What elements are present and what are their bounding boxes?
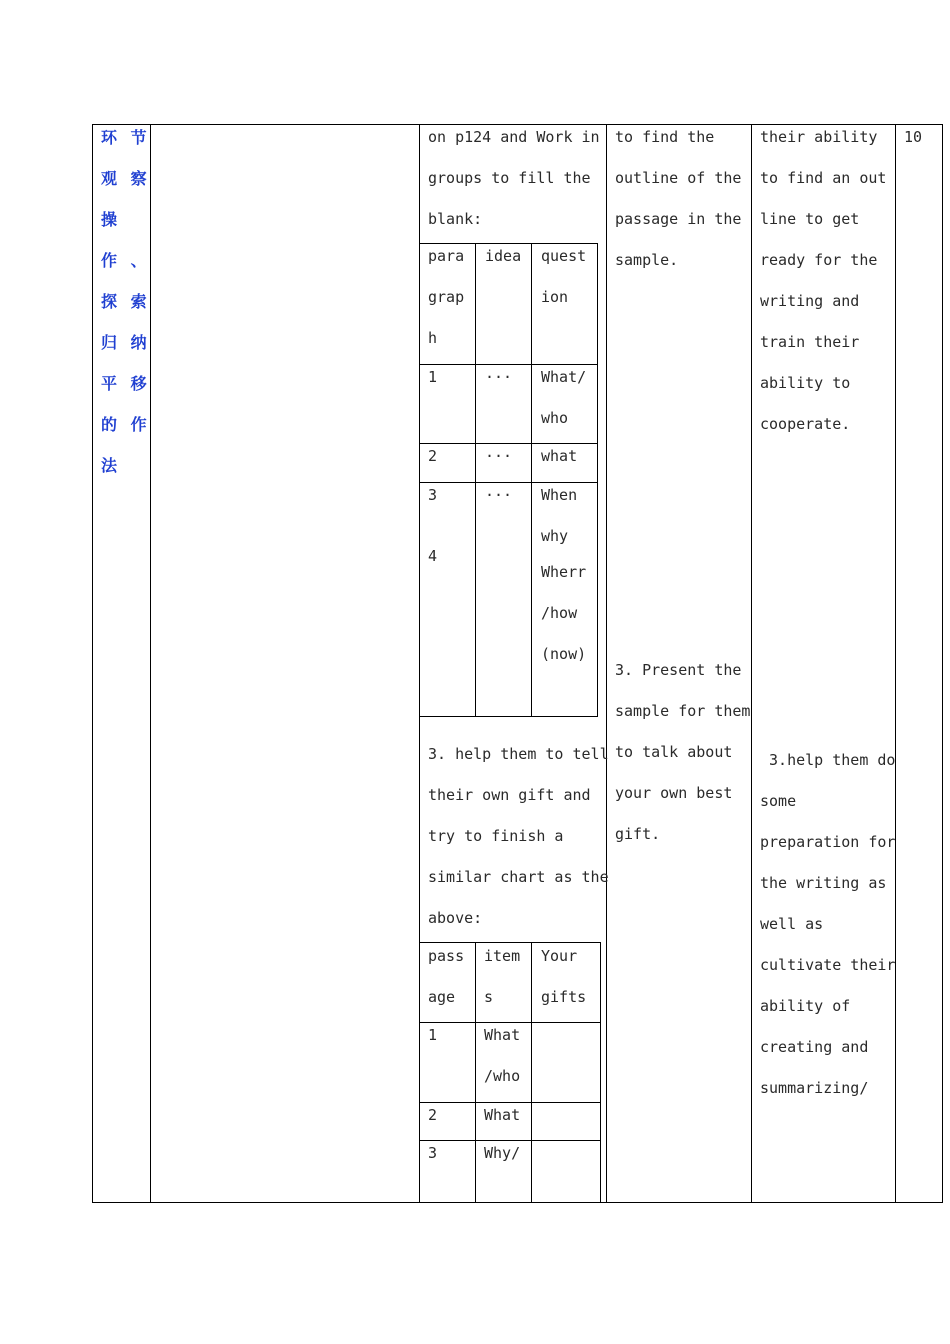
- table-cell: /how: [541, 604, 578, 622]
- table-cell: 2: [428, 447, 438, 465]
- outline-table-line: [419, 716, 597, 717]
- purpose-line: creating and: [760, 1038, 869, 1056]
- table-cell: Wherr: [541, 563, 587, 581]
- student-line: to find the: [615, 128, 715, 146]
- col-divider-4: [751, 124, 752, 1203]
- activity-line: on p124 and Work in: [428, 128, 600, 146]
- student-line: to talk about: [615, 743, 733, 761]
- table-cell: what: [541, 447, 578, 465]
- outline-table-line: [531, 243, 532, 717]
- col-divider-2: [419, 124, 420, 1203]
- table-cell: /who: [484, 1067, 521, 1085]
- activity-line: above:: [428, 909, 483, 927]
- stage-label-line: 观 察: [101, 169, 151, 188]
- table-cell: ···: [485, 486, 513, 504]
- gift-table-line: [475, 942, 476, 1203]
- purpose-line: summarizing/: [760, 1079, 869, 1097]
- activity-line: their own gift and: [428, 786, 591, 804]
- purpose-line: ability of: [760, 997, 851, 1015]
- table-bottom-border: [92, 1202, 943, 1203]
- gift-table-line: [600, 942, 601, 1203]
- outline-table-line: [475, 243, 476, 717]
- stage-label-line: 平 移: [101, 374, 151, 393]
- table-cell: why: [541, 527, 569, 545]
- activity-line: blank:: [428, 210, 483, 228]
- table-cell: ···: [485, 447, 513, 465]
- table-cell: 3: [428, 1144, 438, 1162]
- table-header-cell: gifts: [541, 988, 587, 1006]
- student-line: 3. Present the: [615, 661, 742, 679]
- table-cell: 1: [428, 1026, 438, 1044]
- student-line: sample for them: [615, 702, 751, 720]
- table-header-cell: idea: [485, 247, 522, 265]
- activity-line: try to finish a: [428, 827, 564, 845]
- stage-label-line: 环 节: [101, 128, 151, 147]
- table-header-cell: quest: [541, 247, 587, 265]
- table-header-cell: item: [484, 947, 521, 965]
- purpose-line: to find an out: [760, 169, 887, 187]
- time-minutes: 10: [904, 128, 923, 146]
- table-header-cell: s: [484, 988, 494, 1006]
- student-line: passage in the: [615, 210, 742, 228]
- outline-table-line: [597, 243, 598, 717]
- table-header-cell: Your: [541, 947, 578, 965]
- table-header-cell: para: [428, 247, 465, 265]
- table-cell: What: [484, 1106, 521, 1124]
- purpose-line: their ability: [760, 128, 878, 146]
- table-cell: What/: [541, 368, 587, 386]
- table-cell: Why/: [484, 1144, 521, 1162]
- activity-line: similar chart as the: [428, 868, 609, 886]
- table-cell: 4: [428, 547, 438, 565]
- table-left-border: [92, 124, 93, 1203]
- activity-line: 3. help them to tell: [428, 745, 609, 763]
- stage-label-line: 法: [101, 456, 122, 475]
- stage-label-line: 归 纳: [101, 333, 151, 352]
- gift-table-line: [531, 942, 532, 1203]
- stage-label-line: 的 作: [101, 415, 151, 434]
- purpose-line: ability to: [760, 374, 851, 392]
- table-header-cell: age: [428, 988, 456, 1006]
- purpose-line: 3.help them do: [760, 751, 896, 769]
- purpose-line: line to get: [760, 210, 860, 228]
- purpose-line: cooperate.: [760, 415, 851, 433]
- table-cell: 2: [428, 1106, 438, 1124]
- table-cell: who: [541, 409, 569, 427]
- table-right-border: [942, 124, 943, 1203]
- purpose-line: writing and: [760, 292, 860, 310]
- table-header-cell: grap: [428, 288, 465, 306]
- purpose-line: cultivate their: [760, 956, 896, 974]
- student-line: outline of the: [615, 169, 742, 187]
- table-header-cell: h: [428, 329, 438, 347]
- purpose-line: the writing as: [760, 874, 887, 892]
- stage-label-line: 操: [101, 210, 122, 229]
- table-cell: 1: [428, 368, 438, 386]
- student-line: sample.: [615, 251, 679, 269]
- purpose-line: well as: [760, 915, 824, 933]
- table-header-cell: ion: [541, 288, 569, 306]
- stage-label-line: 作 、: [101, 251, 151, 270]
- col-divider-3: [606, 124, 607, 1203]
- table-cell: (now): [541, 645, 587, 663]
- purpose-line: ready for the: [760, 251, 878, 269]
- table-cell: ···: [485, 368, 513, 386]
- student-line: your own best: [615, 784, 733, 802]
- stage-label-line: 探 索: [101, 292, 151, 311]
- purpose-line: some: [760, 792, 797, 810]
- table-cell: 3: [428, 486, 438, 504]
- student-line: gift.: [615, 825, 661, 843]
- activity-line: groups to fill the: [428, 169, 591, 187]
- purpose-line: train their: [760, 333, 860, 351]
- col-divider-5: [895, 124, 896, 1203]
- purpose-line: preparation for: [760, 833, 896, 851]
- table-cell: What: [484, 1026, 521, 1044]
- table-header-cell: pass: [428, 947, 465, 965]
- table-cell: When: [541, 486, 578, 504]
